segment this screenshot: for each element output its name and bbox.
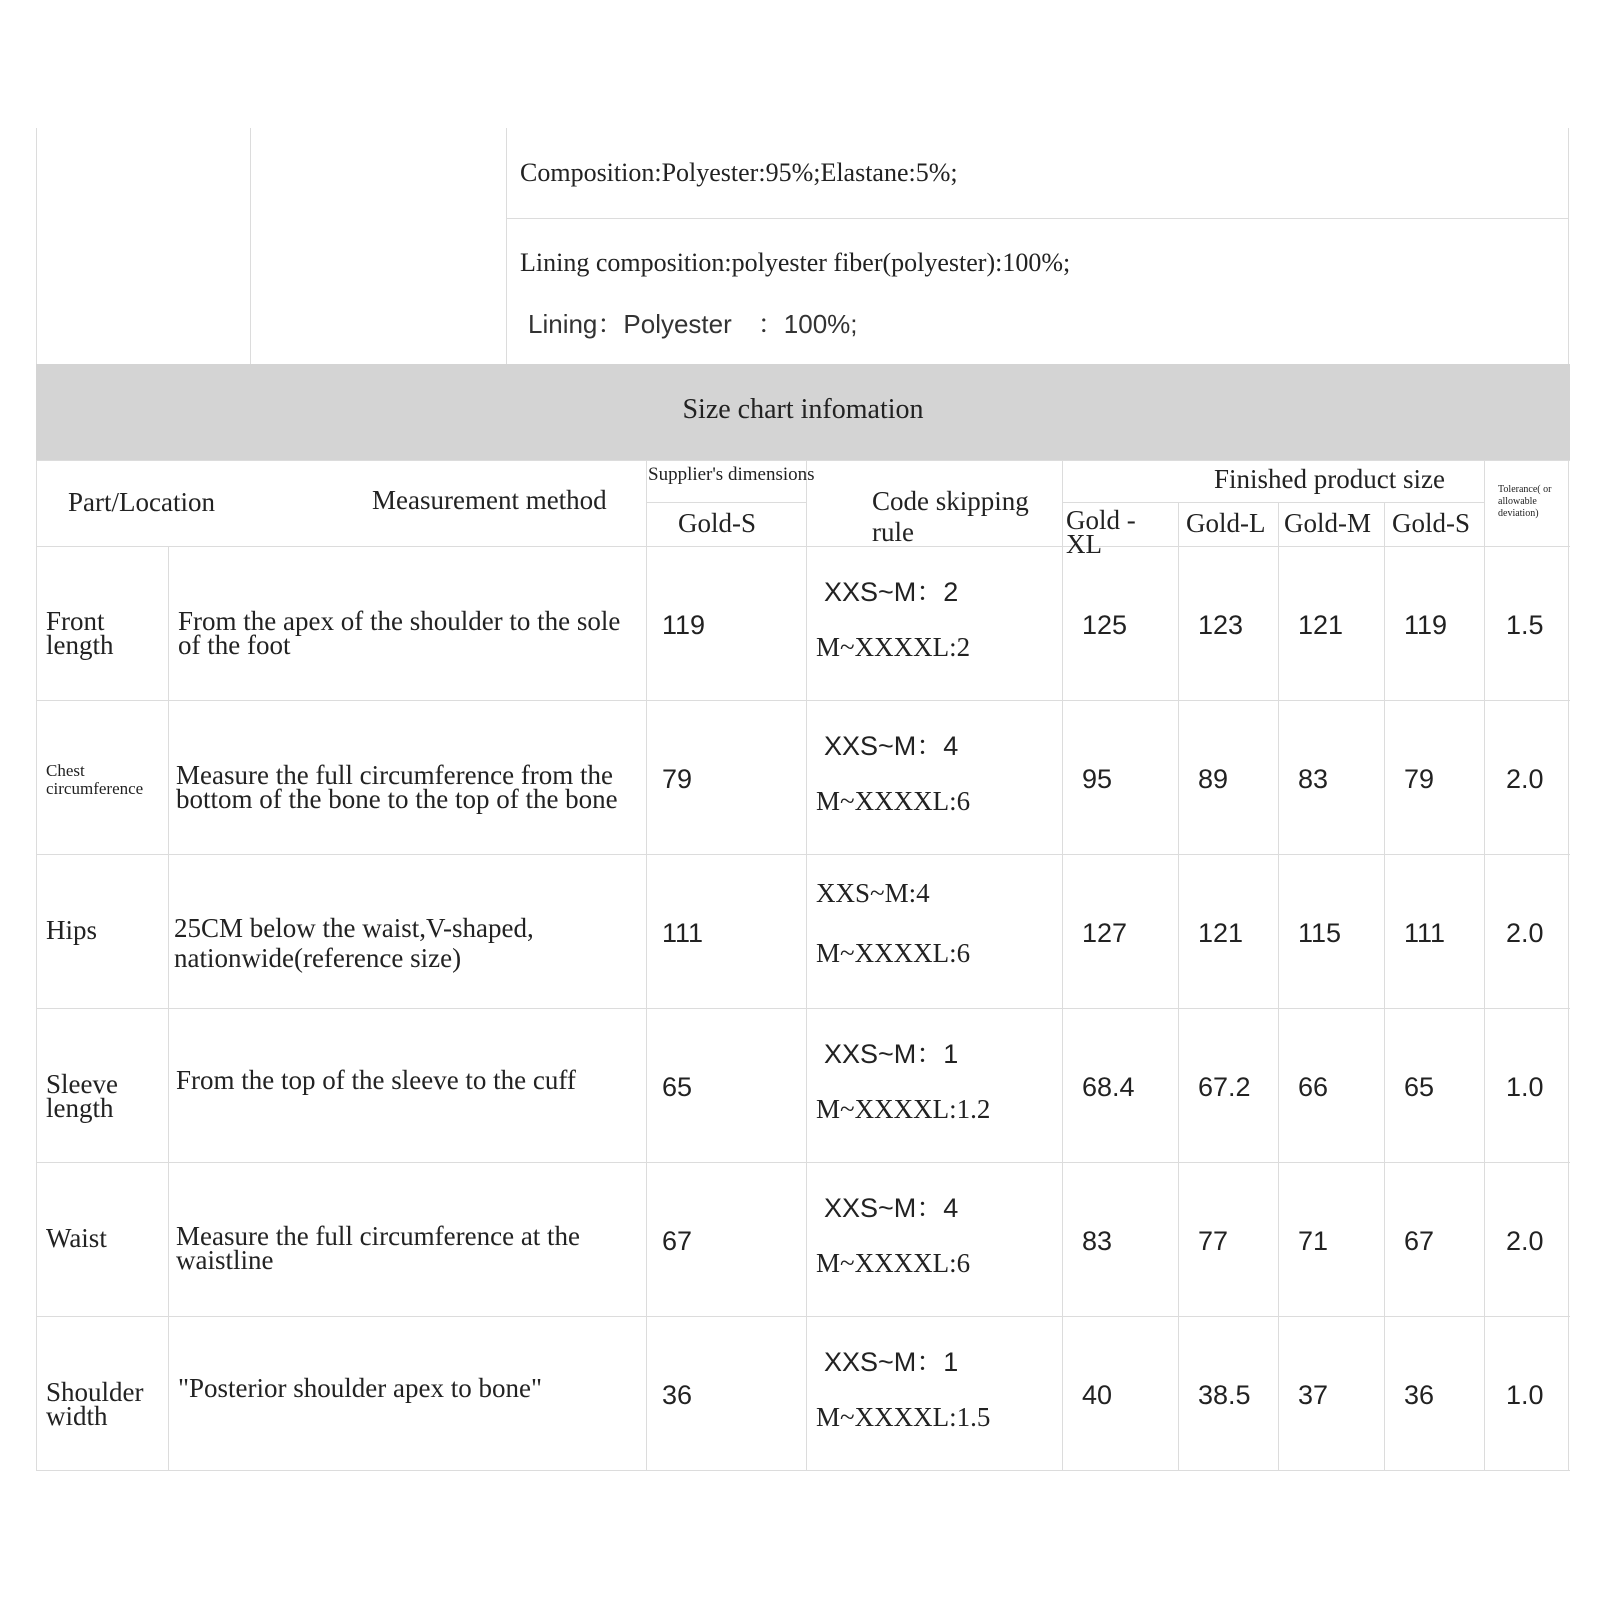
row-tolerance: 2.0 <box>1506 918 1544 948</box>
row-rule-2: M~XXXXL:6 <box>816 786 971 816</box>
row-value-xl: 127 <box>1082 918 1128 948</box>
row-value-m: 66 <box>1298 1072 1329 1102</box>
row-value-xl: 83 <box>1082 1226 1113 1256</box>
row-tolerance: 1.0 <box>1506 1380 1544 1410</box>
header-part: Part/Location <box>68 487 215 517</box>
size-chart-title: Size chart infomation <box>682 394 924 425</box>
row-value-l: 67.2 <box>1198 1072 1251 1102</box>
header-code: Code skipping rule <box>872 486 1029 547</box>
row-rule-2: M~XXXXL:1.2 <box>816 1094 991 1124</box>
header-size-l: Gold-L <box>1186 508 1266 538</box>
header-finished: Finished product size <box>1214 464 1445 494</box>
row-value-l: 38.5 <box>1198 1380 1251 1410</box>
header-size-s: Gold-S <box>1392 508 1471 538</box>
lining-composition-text: Lining composition:polyester fiber(polyester):100%; <box>520 248 1071 277</box>
row-value-xl: 68.4 <box>1082 1072 1135 1102</box>
row-rule-1: XXS~M：4 <box>824 731 959 761</box>
row-tolerance: 1.0 <box>1506 1072 1544 1102</box>
row-tolerance: 1.5 <box>1506 610 1544 640</box>
row-supplier: 65 <box>662 1072 693 1102</box>
row-rule-1: XXS~M：4 <box>824 1193 959 1223</box>
row-value-m: 121 <box>1298 610 1344 640</box>
row-rule-1: XXS~M：1 <box>824 1347 959 1377</box>
row-value-xl: 95 <box>1082 764 1113 794</box>
row-rule-2: M~XXXXL:2 <box>816 632 971 662</box>
row-value-xl: 40 <box>1082 1380 1113 1410</box>
row-method: 25CM below the waist,V-shaped, nationwide(reference size) <box>174 913 534 973</box>
row-method: Measure the full circumference at the waistline <box>176 1221 581 1275</box>
row-part: Hips <box>46 915 98 945</box>
row-value-s: 67 <box>1404 1226 1435 1256</box>
row-part: Chest circumference <box>46 761 144 798</box>
row-value-xl: 125 <box>1082 610 1128 640</box>
row-supplier: 119 <box>662 610 706 640</box>
row-value-s: 65 <box>1404 1072 1435 1102</box>
header-supplier: Supplier's dimensions <box>648 464 815 485</box>
row-value-s: 111 <box>1404 918 1446 948</box>
header-method: Measurement method <box>372 485 607 515</box>
row-rule-1: XXS~M:4 <box>816 878 930 908</box>
header-supplier-size: Gold-S <box>678 508 757 538</box>
row-method: From the apex of the shoulder to the sole of the foot <box>178 606 621 660</box>
row-value-m: 37 <box>1298 1380 1329 1410</box>
row-part: Sleeve length <box>46 1069 118 1123</box>
row-supplier: 79 <box>662 764 693 794</box>
row-method: From the top of the sleeve to the cuff <box>176 1065 576 1095</box>
header-size-m: Gold-M <box>1284 508 1371 538</box>
row-tolerance: 2.0 <box>1506 1226 1544 1256</box>
row-rule-2: M~XXXXL:6 <box>816 1248 971 1278</box>
header-size-xl: Gold - XL <box>1066 505 1136 559</box>
row-value-s: 79 <box>1404 764 1435 794</box>
row-value-l: 77 <box>1198 1226 1229 1256</box>
row-supplier: 111 <box>662 918 704 948</box>
row-method: "Posterior shoulder apex to bone" <box>178 1373 542 1403</box>
row-supplier: 67 <box>662 1226 693 1256</box>
row-method: Measure the full circumference from the bottom of the bone to the top of the bone <box>176 760 618 814</box>
row-rule-2: M~XXXXL:1.5 <box>816 1402 991 1432</box>
row-part: Waist <box>46 1223 107 1253</box>
row-value-s: 119 <box>1404 610 1448 640</box>
row-value-m: 83 <box>1298 764 1329 794</box>
row-part: Front length <box>46 606 114 660</box>
composition-text: Composition:Polyester:95%;Elastane:5%; <box>520 158 958 187</box>
row-supplier: 36 <box>662 1380 693 1410</box>
row-value-m: 115 <box>1298 918 1342 948</box>
row-value-l: 123 <box>1198 610 1244 640</box>
header-tolerance: Tolerance( or allowable deviation) <box>1498 484 1552 519</box>
row-value-m: 71 <box>1298 1226 1329 1256</box>
row-value-l: 121 <box>1198 918 1244 948</box>
row-rule-1: XXS~M：2 <box>824 577 959 607</box>
row-rule-1: XXS~M：1 <box>824 1039 959 1069</box>
lining-text: Lining：Polyester ：100%; <box>528 309 858 339</box>
row-value-l: 89 <box>1198 764 1229 794</box>
row-part: Shoulder width <box>46 1377 144 1431</box>
row-value-s: 36 <box>1404 1380 1435 1410</box>
size-chart-banner <box>36 364 1570 460</box>
row-rule-2: M~XXXXL:6 <box>816 938 971 968</box>
row-tolerance: 2.0 <box>1506 764 1544 794</box>
